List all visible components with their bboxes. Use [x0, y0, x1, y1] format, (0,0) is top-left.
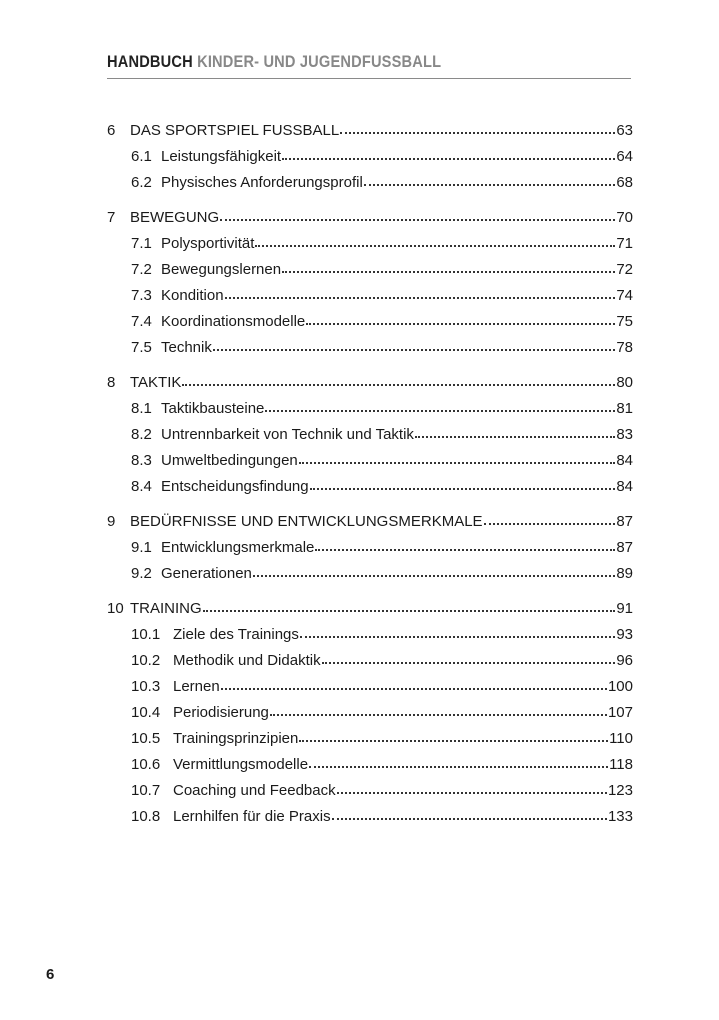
toc-dot-leader [282, 157, 615, 160]
toc-entry-title: BEWEGUNG [130, 209, 220, 226]
toc-dot-leader [337, 791, 607, 794]
toc-dot-leader [255, 244, 615, 247]
toc-entry-title: Technik [161, 339, 212, 356]
toc-chapter-entry [107, 205, 633, 231]
toc-entry-title: Methodik und Didaktik [173, 652, 321, 669]
toc-entry-page: 96 [616, 652, 633, 669]
header-title [107, 52, 558, 72]
toc-entry-page: 68 [616, 174, 633, 191]
toc-dot-leader [364, 183, 616, 186]
toc-entry-title: TAKTIK [130, 374, 182, 391]
toc-entry-number: 8.1 [131, 400, 152, 417]
toc-dot-leader [299, 739, 608, 742]
toc-entry-title: Bewegungslernen [161, 261, 282, 278]
toc-section-entry [107, 283, 633, 309]
toc-entry-number: 6.1 [131, 148, 152, 165]
toc-dot-leader [415, 435, 615, 438]
toc-dot-leader [300, 635, 615, 638]
toc-entry-page: 78 [616, 339, 633, 356]
toc-dot-leader [282, 270, 615, 273]
toc-entry-title: Trainingsprinzipien [173, 730, 299, 747]
toc-entry-title: Untrennbarkeit von Technik und Taktik [161, 426, 414, 443]
toc-entry-page: 72 [616, 261, 633, 278]
toc-dot-leader [221, 687, 607, 690]
toc-entry-title: TRAINING [130, 600, 202, 617]
toc-section-entry [107, 257, 633, 283]
toc-section-entry [107, 474, 633, 500]
toc-dot-leader [340, 131, 615, 134]
toc-entry-number: 8.2 [131, 426, 152, 443]
toc-section-entry [107, 335, 633, 361]
toc-entry-title: Vermittlungsmodelle [173, 756, 309, 773]
toc-entry-title: Umweltbedingungen [161, 452, 298, 469]
table-of-contents [107, 118, 633, 830]
toc-entry-number: 10.7 [131, 782, 161, 799]
toc-section-entry [107, 752, 633, 778]
toc-dot-leader [220, 218, 615, 221]
toc-entry-title: Generationen [161, 565, 252, 582]
toc-entry-title: Physisches Anforderungsprofil [161, 174, 363, 191]
toc-entry-title: Kondition [161, 287, 224, 304]
toc-chapter-entry [107, 509, 633, 535]
toc-dot-leader [306, 322, 615, 325]
toc-dot-leader [182, 383, 615, 386]
toc-entry-number: 9.2 [131, 565, 152, 582]
toc-section-entry [107, 448, 633, 474]
toc-entry-number: 10.8 [131, 808, 161, 825]
toc-entry-page: 64 [616, 148, 633, 165]
toc-entry-title: Polysportivität [161, 235, 255, 252]
toc-entry-page: 91 [616, 600, 633, 617]
toc-entry-number: 10.6 [131, 756, 161, 773]
toc-section-entry [107, 674, 633, 700]
toc-dot-leader [270, 713, 607, 716]
toc-dot-leader [332, 817, 607, 820]
toc-entry-number: 8 [107, 374, 116, 391]
header-title-part1: HANDBUCH [107, 52, 193, 71]
toc-entry-title: DAS SPORTSPIEL FUSSBALL [130, 122, 340, 139]
header-title-part2: KINDER- UND JUGENDFUSSBALL [197, 52, 442, 71]
toc-dot-leader [310, 487, 616, 490]
toc-entry-number: 6.2 [131, 174, 152, 191]
toc-chapter-entry [107, 370, 633, 396]
toc-entry-title: Periodisierung [173, 704, 269, 721]
toc-section-entry [107, 231, 633, 257]
toc-dot-leader [299, 461, 616, 464]
toc-section-entry [107, 309, 633, 335]
page-number: 6 [46, 966, 55, 983]
toc-entry-number: 10.5 [131, 730, 161, 747]
toc-section-entry [107, 535, 633, 561]
toc-entry-title: BEDÜRFNISSE UND ENTWICKLUNGSMERKMALE [130, 513, 483, 530]
toc-entry-page: 93 [616, 626, 633, 643]
toc-section-entry [107, 170, 633, 196]
toc-section-entry [107, 396, 633, 422]
toc-entry-number: 8.4 [131, 478, 152, 495]
toc-entry-number: 10.2 [131, 652, 161, 669]
toc-entry-number: 9.1 [131, 539, 152, 556]
toc-section-entry [107, 778, 633, 804]
toc-entry-title: Coaching und Feedback [173, 782, 336, 799]
toc-entry-page: 81 [616, 400, 633, 417]
toc-entry-page: 118 [609, 756, 633, 773]
toc-entry-number: 7 [107, 209, 116, 226]
toc-entry-number: 7.1 [131, 235, 152, 252]
toc-entry-page: 84 [616, 452, 633, 469]
toc-entry-title: Taktikbausteine [161, 400, 265, 417]
toc-entry-page: 89 [616, 565, 633, 582]
toc-section-entry [107, 622, 633, 648]
toc-entry-number: 7.2 [131, 261, 152, 278]
toc-entry-page: 70 [616, 209, 633, 226]
toc-entry-page: 84 [616, 478, 633, 495]
toc-section-entry [107, 144, 633, 170]
toc-dot-leader [253, 574, 615, 577]
toc-section-entry [107, 804, 633, 830]
toc-entry-number: 7.4 [131, 313, 152, 330]
running-header [107, 52, 631, 79]
toc-entry-page: 63 [616, 122, 633, 139]
toc-entry-number: 7.3 [131, 287, 152, 304]
toc-section-entry [107, 422, 633, 448]
toc-entry-number: 10.1 [131, 626, 161, 643]
toc-entry-number: 10.3 [131, 678, 161, 695]
toc-entry-number: 9 [107, 513, 116, 530]
toc-entry-title: Ziele des Trainings [173, 626, 299, 643]
toc-dot-leader [309, 765, 608, 768]
toc-dot-leader [315, 548, 615, 551]
toc-entry-title: Koordinationsmodelle [161, 313, 306, 330]
toc-entry-page: 80 [616, 374, 633, 391]
toc-entry-page: 83 [616, 426, 633, 443]
toc-dot-leader [225, 296, 616, 299]
toc-dot-leader [484, 522, 616, 525]
toc-entry-page: 87 [616, 539, 633, 556]
toc-entry-title: Entwicklungsmerkmale [161, 539, 315, 556]
toc-entry-page: 123 [607, 782, 633, 799]
toc-entry-page: 75 [616, 313, 633, 330]
toc-entry-number: 7.5 [131, 339, 152, 356]
toc-entry-title: Leistungsfähigkeit [161, 148, 282, 165]
toc-entry-page: 87 [616, 513, 633, 530]
toc-section-entry [107, 700, 633, 726]
toc-entry-title: Lernen [173, 678, 220, 695]
toc-entry-page: 133 [607, 808, 633, 825]
toc-dot-leader [322, 661, 616, 664]
toc-entry-title: Entscheidungsfindung [161, 478, 309, 495]
toc-dot-leader [265, 409, 615, 412]
toc-entry-page: 71 [616, 235, 633, 252]
toc-entry-page: 107 [607, 704, 633, 721]
toc-section-entry [107, 561, 633, 587]
toc-entry-page: 74 [616, 287, 633, 304]
toc-dot-leader [203, 609, 616, 612]
toc-entry-number: 6 [107, 122, 116, 139]
toc-entry-page: 100 [607, 678, 633, 695]
toc-entry-number: 10.4 [131, 704, 161, 721]
toc-section-entry [107, 726, 633, 752]
toc-chapter-entry [107, 596, 633, 622]
toc-entry-page: 110 [609, 730, 633, 747]
toc-entry-number: 8.3 [131, 452, 152, 469]
toc-chapter-entry [107, 118, 633, 144]
toc-entry-number: 10 [107, 600, 124, 617]
toc-entry-title: Lernhilfen für die Praxis [173, 808, 331, 825]
toc-section-entry [107, 648, 633, 674]
toc-dot-leader [213, 348, 615, 351]
